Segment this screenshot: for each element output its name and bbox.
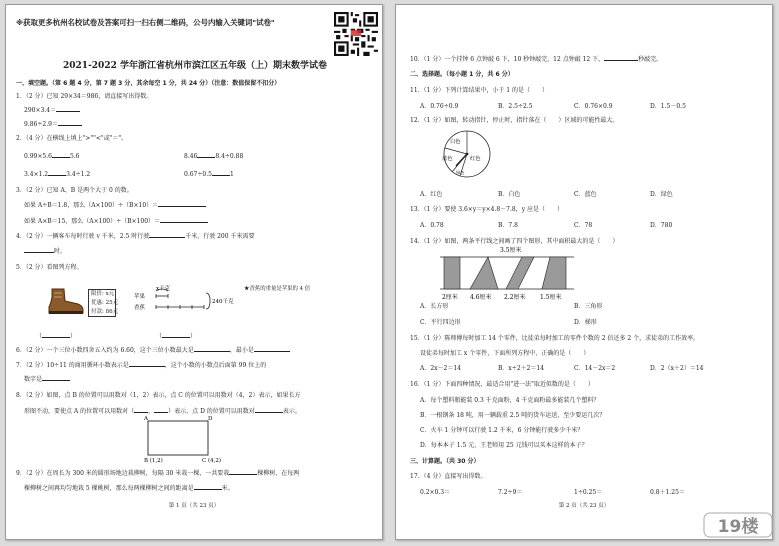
q3-item-1: 如果 A÷B＝1.8，那么（A×100）÷（B×10）＝ bbox=[24, 201, 206, 209]
price-tag bbox=[88, 289, 119, 317]
question-7-cont: 数字是 bbox=[24, 375, 70, 383]
price-tag-line-3: 付款: 86元 bbox=[91, 309, 119, 315]
point-b-label: B (1,2) bbox=[144, 458, 163, 463]
q13-option-b: B．7.8 bbox=[498, 222, 518, 229]
question-8: 8．（2 分）如图，点 B 的位置可以用数对（1，2）表示，点 C 的位置可以用数对（4，2）表示，如果长方 bbox=[16, 392, 301, 399]
q15-option-b: B．x÷2＋2＝14 bbox=[498, 365, 545, 372]
q17-item-1: 0.2×0.3＝ bbox=[420, 489, 451, 496]
q5-note: ★香蕉的重量是苹果的 4 倍 bbox=[244, 286, 311, 292]
q12-option-b: B．白色 bbox=[498, 191, 521, 198]
q14-option-b: B．三角形 bbox=[574, 303, 603, 310]
question-9: 9．（2 分）在周长为 300 米的圆形场地边栽柳树，每隔 30 米栽一棵，一共要栽 棵柳树，在每两 bbox=[16, 470, 300, 477]
segment-diagram bbox=[132, 285, 242, 319]
spinner-wheel bbox=[440, 128, 494, 180]
question-6: 6．（2 分）一个三位小数四舍五入约为 6.60，这个三位小数最大是 ，最小是 bbox=[16, 346, 290, 354]
shape-top-label: 3.5厘米 bbox=[500, 247, 522, 254]
q17-item-3: 1÷0.25＝ bbox=[574, 489, 603, 496]
parallel-shapes-diagram bbox=[438, 243, 578, 303]
q16-option-b: B．一根钢条 18 吨，用一辆载重 2.5 吨的货车运送，至少要运几次？ bbox=[420, 412, 606, 419]
q16-option-d: D．每本本子 1.5 元，王老师用 25 元钱可以买本这样的本子？ bbox=[420, 442, 588, 449]
question-2: 2．（4 分）在横线上填上">""<"或"＝"。 bbox=[16, 135, 128, 142]
site-watermark-logo bbox=[703, 510, 773, 540]
question-15-cont: 设徒弟每时加工 x 个零件，下面所列方程中，正确的是（ ） bbox=[420, 350, 590, 357]
q12-option-a: A．红色 bbox=[420, 191, 443, 198]
seg-apple-label: 苹果 bbox=[134, 294, 146, 300]
question-5: 5．（2 分）看图列方程。 bbox=[16, 264, 83, 271]
q17-item-2: 7.2÷9＝ bbox=[498, 489, 523, 496]
price-tag-line-1: 限价: x元 bbox=[91, 291, 115, 297]
q15-option-d: D．2（x＋2）＝14 bbox=[650, 365, 704, 372]
q5-answer-1: （ ） bbox=[36, 333, 77, 340]
seg-banana-label: 香蕉 bbox=[134, 305, 146, 311]
q2-compare-2: 8.46 8.4÷0.88 bbox=[184, 153, 244, 160]
point-c-label: C (4,2) bbox=[202, 458, 221, 463]
q1-item-1: 290×3.4＝ bbox=[24, 106, 80, 114]
q16-option-c: C．火车 1 分钟可以行驶 1.2 千米，6 分钟能行驶多少千米？ bbox=[420, 427, 584, 434]
spinner-white-label: 白色 bbox=[450, 139, 461, 145]
question-13: 13．（1 分）要使 3.6×y＝y×4.8－7.8，y 应是（ ） bbox=[410, 206, 564, 213]
question-4: 4．（2 分）一辆客车每时行驶 v 千米，2.5 时行驶 千米，行驶 200 千米需要 bbox=[16, 233, 255, 240]
q11-option-b: B．2.5÷2.5 bbox=[498, 103, 533, 110]
page-1-footer: 第 1 页（共 23 页） bbox=[168, 503, 220, 509]
question-7: 7．（2 分）10÷11 的商用循环小数表示是 ，这个小数的小数点后面第 99 位上的 bbox=[16, 362, 267, 369]
rectangle-diagram bbox=[132, 415, 242, 463]
section-3-heading: 三、计算题。（共 30 分） bbox=[410, 458, 480, 465]
q12-option-d: D．绿色 bbox=[650, 191, 673, 198]
q3-item-2: 如果 A×B＝15，那么（A×100）÷（B×100）＝ bbox=[24, 217, 208, 225]
q11-option-d: D．1.5－0.5 bbox=[650, 103, 686, 110]
question-3: 3．（2 分）已知 A、B 是两个大于 0 的数。 bbox=[16, 187, 133, 194]
spinner-green-label: 绿色 bbox=[456, 170, 465, 175]
shape-trapezoid-label: 1.5厘米 bbox=[540, 294, 562, 301]
question-12: 12．（1 分）如图，转动指针，停止时，指针落在（ ）区域的可能性最大。 bbox=[410, 117, 619, 124]
question-9-cont: 棵柳树之间再均匀地栽 5 棵桃树，那么每两棵柳树之间的距离是 米。 bbox=[24, 485, 234, 492]
q2-compare-1: 0.99×5.6 5.6 bbox=[24, 153, 80, 160]
question-11: 11．（1 分）下列计算结果中，小于 1 的是（ ） bbox=[410, 87, 548, 94]
point-a-label: A bbox=[144, 416, 148, 422]
q2-compare-3: 3.4×1.2 3.4÷1.2 bbox=[24, 171, 91, 178]
watermark-text: 19楼 bbox=[717, 517, 759, 537]
question-8-cont: 形图不动，要使点 A 的位置可以用数对（ ， ）表示，点 D 的位置可以用数对 表示。 bbox=[24, 408, 301, 415]
shape-parallelogram-label: 2.2厘米 bbox=[504, 294, 526, 301]
exam-title: 2021-2022 学年浙江省杭州市滨江区五年级（上）期末数学试卷 bbox=[63, 61, 327, 71]
section-2-heading: 二、选择题。（每小题 1 分，共 6 分） bbox=[410, 71, 514, 78]
q12-option-c: C．蓝色 bbox=[574, 191, 597, 198]
point-d-label: D bbox=[208, 416, 213, 422]
q15-option-c: C．14－2x＝2 bbox=[574, 365, 616, 372]
q5-answer-2: （ ） bbox=[156, 333, 197, 340]
q14-option-a: A．长方形 bbox=[420, 303, 449, 310]
question-15: 15．（1 分）陈师傅每时加工 14 个零件，比徒弟每时加工的零件个数的 2 倍还多 2 个，求徒弟的工作效率。 bbox=[410, 335, 700, 342]
q11-option-a: A．0.76÷0.9 bbox=[420, 103, 459, 110]
question-17: 17．（4 分）直接写出得数。 bbox=[410, 473, 487, 480]
seg-total-label: 240千克 bbox=[212, 299, 234, 305]
q13-option-c: C．78 bbox=[574, 222, 593, 229]
boot-icon bbox=[46, 287, 86, 315]
qr-code-icon bbox=[334, 12, 378, 56]
spinner-red-label: 红色 bbox=[470, 156, 481, 162]
spinner-blue-label: 蓝色 bbox=[442, 156, 453, 162]
question-14: 14．（1 分）如图，两条平行线之间画了四个图形，其中面积最大的是（ ） bbox=[410, 238, 619, 245]
shape-rect-label: 2厘米 bbox=[442, 294, 458, 301]
q14-option-c: C．平行四边形 bbox=[420, 319, 461, 326]
q16-option-a: A．每个塑料瓶能装 0.3 千克面粉，4 千克面粉最多能装几个塑料？ bbox=[420, 397, 600, 404]
section-1-heading: 一、填空题。（第 6 题 4 分，第 7 题 3 分，其余每空 1 分，共 24 分）（注意：数值保留不扣分） bbox=[16, 80, 281, 87]
q13-option-a: A．0.78 bbox=[420, 222, 444, 229]
star-icon: ★ bbox=[244, 286, 250, 292]
q1-item-2: 9.86÷2.9＝ bbox=[24, 120, 82, 128]
question-16: 16．（1 分）下面四种情况，最适合用"进一法"取近似数的是（ ） bbox=[410, 381, 594, 388]
question-1: 1．（2 分）已知 29×34＝986，请直接写出得数。 bbox=[16, 93, 153, 100]
page-2-footer: 第 2 页（共 23 页） bbox=[558, 503, 610, 509]
q17-item-4: 0.8＋1.25＝ bbox=[650, 489, 685, 496]
q14-option-d: D．梯形 bbox=[574, 319, 597, 326]
question-4-cont: 时。 bbox=[24, 247, 66, 255]
q15-option-a: A．2x－2＝14 bbox=[420, 365, 461, 372]
shape-triangle-label: 4.6厘米 bbox=[470, 294, 492, 301]
exam-page-1 bbox=[5, 4, 383, 540]
q2-compare-4: 0.67÷0.5 1 bbox=[184, 171, 234, 178]
q11-option-c: C．0.76×0.9 bbox=[574, 103, 613, 110]
exam-page-2 bbox=[395, 4, 773, 540]
seg-x-label: x千克 bbox=[156, 286, 171, 292]
question-10: 10．（1 分）一个挂钟 6 点钟敲 6 下，10 秒钟敲完，12 点钟敲 12 下， 秒敲完。 bbox=[410, 56, 663, 63]
promo-banner: ※获取更多杭州名校试卷及答案可扫一扫右侧二维码，公号内输入关键词"试卷" bbox=[16, 18, 275, 27]
price-tag-line-2: 优惠: 25元 bbox=[91, 300, 119, 306]
q13-option-d: D．780 bbox=[650, 222, 673, 229]
